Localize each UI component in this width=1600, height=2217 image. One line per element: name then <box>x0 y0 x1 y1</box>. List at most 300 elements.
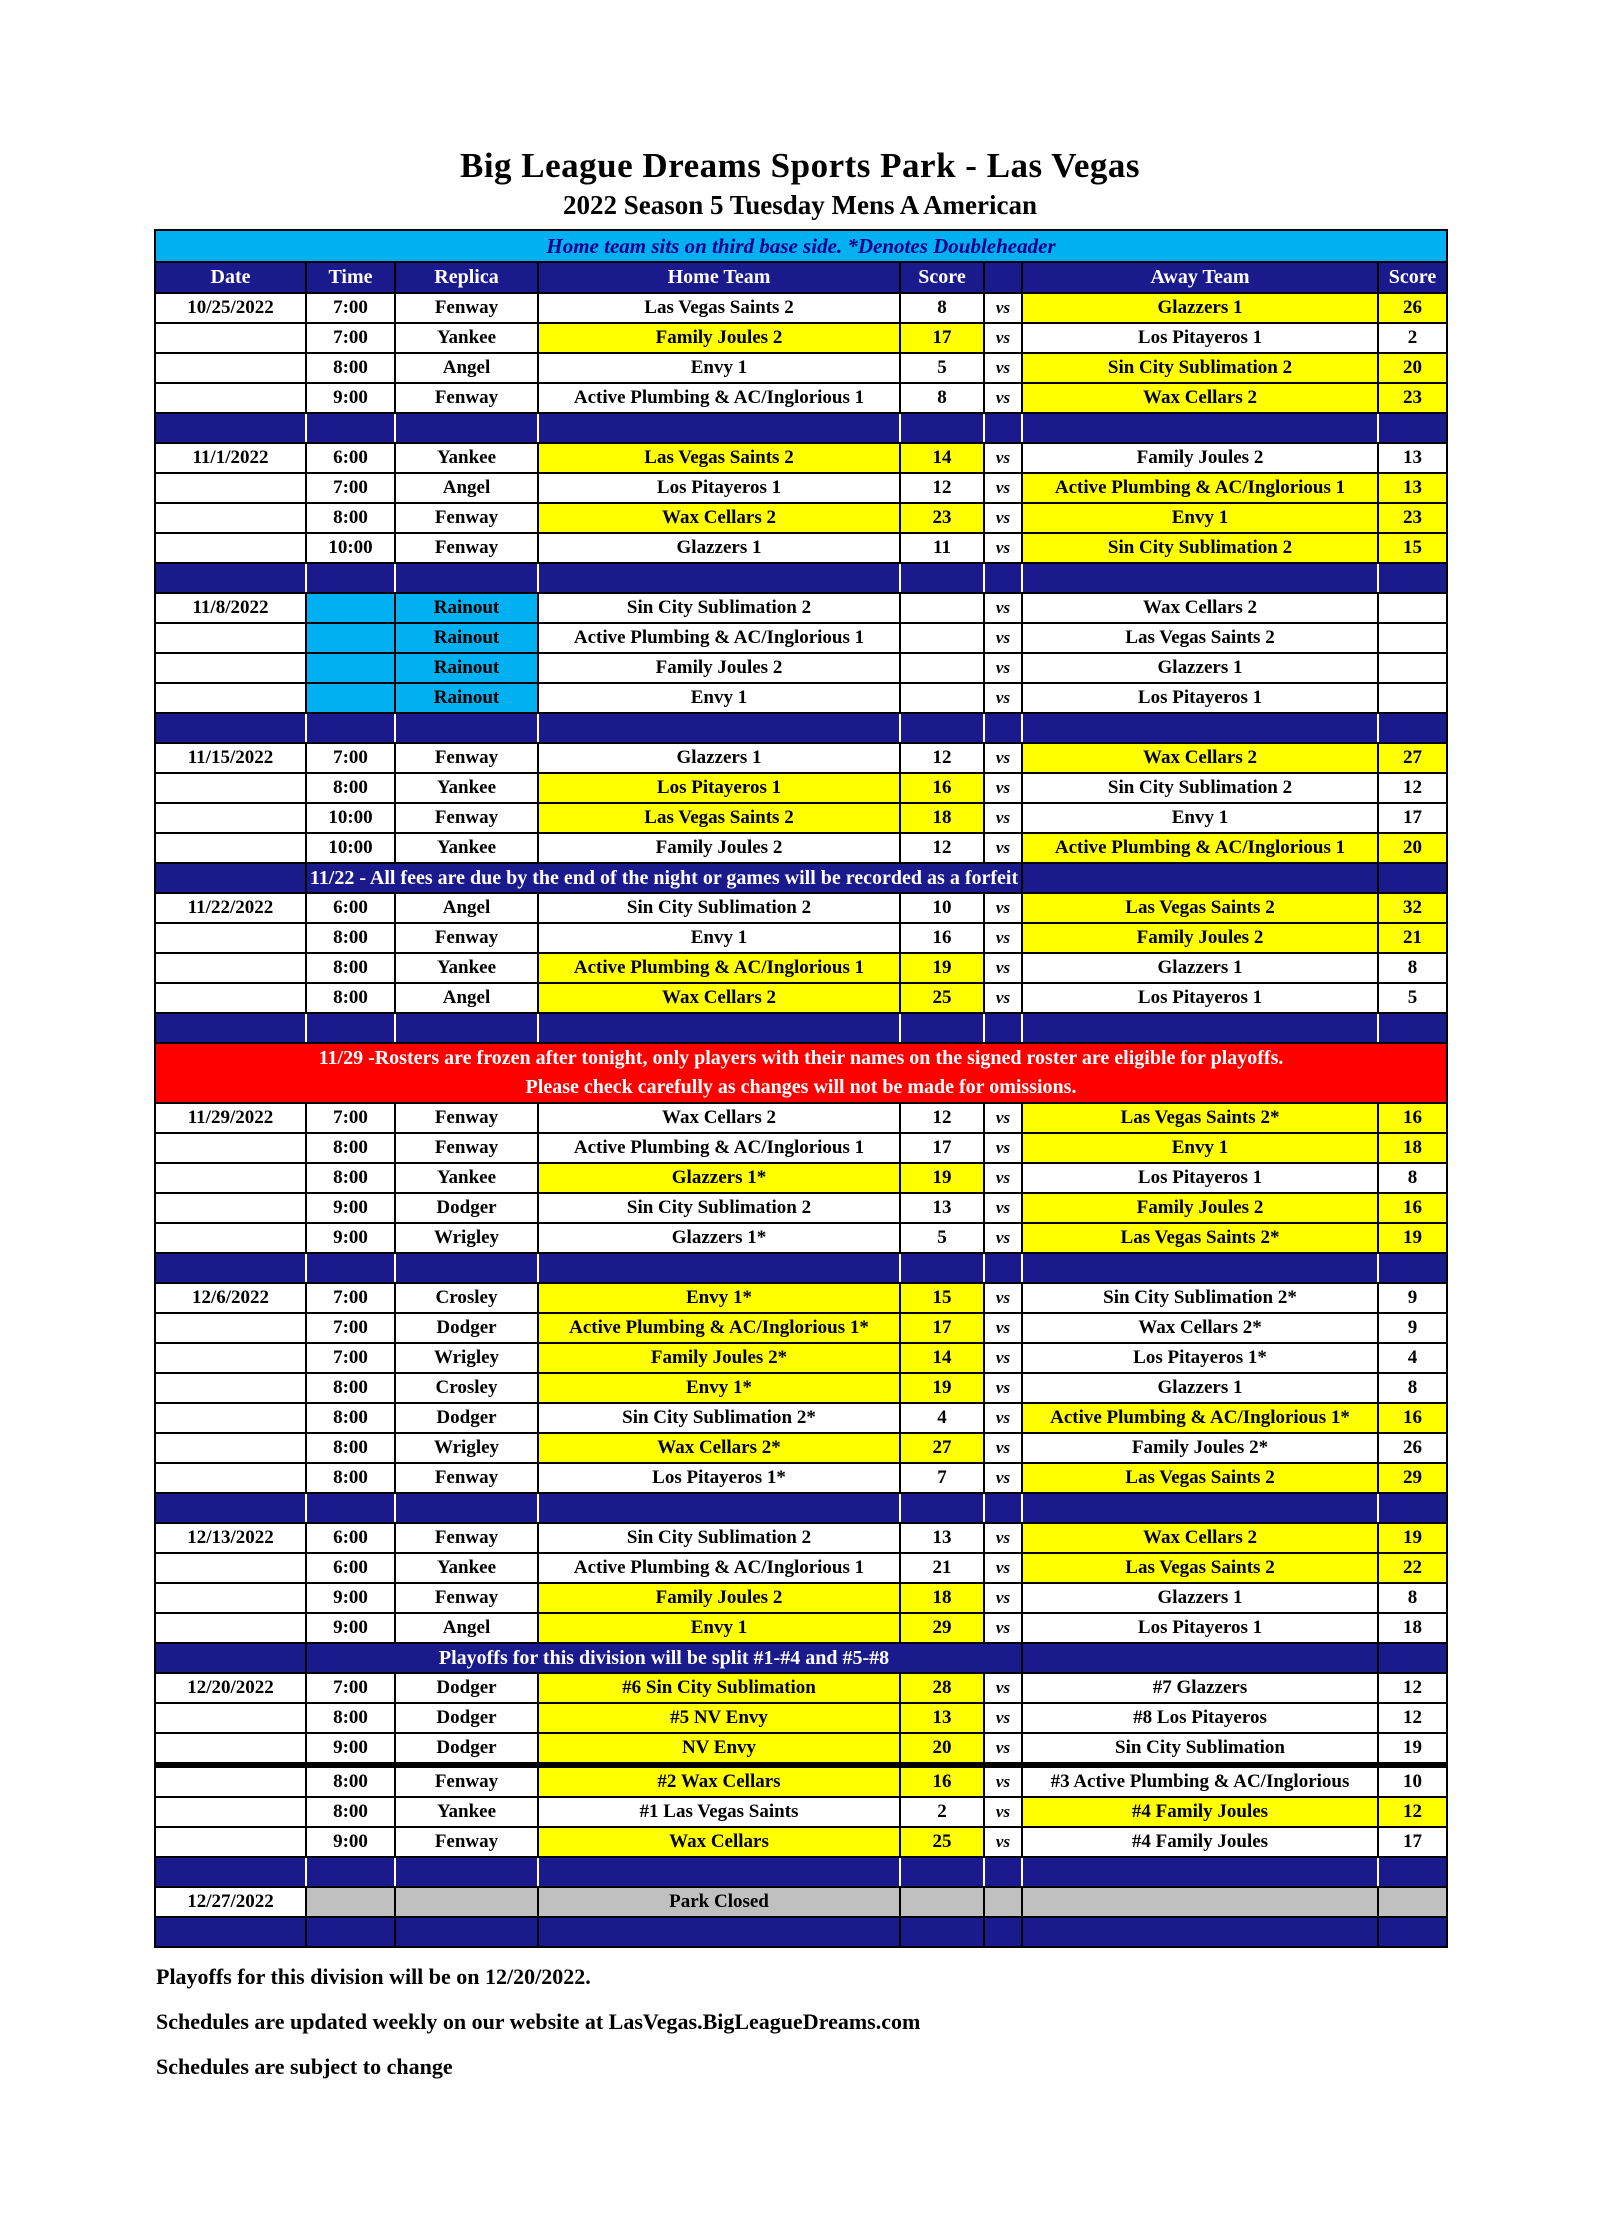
home-team-cell: Sin City Sublimation 2 <box>538 1193 900 1223</box>
home-team-cell: Family Joules 2 <box>538 1583 900 1613</box>
replica-cell: Crosley <box>395 1283 538 1313</box>
away-score-cell: 27 <box>1378 743 1447 773</box>
date-cell <box>155 1373 306 1403</box>
notice-filler-cell <box>1022 1643 1378 1673</box>
away-team-cell: Family Joules 2* <box>1022 1433 1378 1463</box>
replica-cell: Rainout <box>395 653 538 683</box>
date-cell <box>155 773 306 803</box>
replica-cell: Wrigley <box>395 1433 538 1463</box>
footer-line-2: Schedules are updated weekly on our website at LasVegas.BigLeagueDreams.com <box>156 2009 921 2034</box>
home-team-cell: Envy 1 <box>538 353 900 383</box>
header-replica: Replica <box>395 262 538 293</box>
time-cell <box>306 623 395 653</box>
time-cell: 8:00 <box>306 1373 395 1403</box>
home-team-cell: Family Joules 2 <box>538 323 900 353</box>
spacer-cell <box>984 1253 1022 1283</box>
time-cell: 10:00 <box>306 533 395 563</box>
header-vs <box>984 262 1022 293</box>
home-team-cell: Glazzers 1* <box>538 1223 900 1253</box>
spacer-cell <box>1022 1013 1378 1043</box>
game-row <box>155 833 1447 863</box>
game-row <box>155 443 1447 473</box>
replica-cell: Yankee <box>395 1553 538 1583</box>
vs-label: vs <box>984 953 1022 983</box>
home-team-cell: Sin City Sublimation 2* <box>538 1403 900 1433</box>
away-score-cell: 18 <box>1378 1133 1447 1163</box>
away-team-cell: Active Plumbing & AC/Inglorious 1* <box>1022 1403 1378 1433</box>
home-team-cell: Los Pitayeros 1* <box>538 1463 900 1493</box>
time-cell: 7:00 <box>306 473 395 503</box>
vs-label: vs <box>984 1103 1022 1133</box>
game-row <box>155 1583 1447 1613</box>
home-team-cell: Active Plumbing & AC/Inglorious 1 <box>538 383 900 413</box>
end-cell <box>1378 1917 1447 1947</box>
away-team-cell: Active Plumbing & AC/Inglorious 1 <box>1022 473 1378 503</box>
game-row <box>155 1523 1447 1553</box>
spacer-cell <box>306 413 395 443</box>
spacer-cell <box>155 1013 306 1043</box>
date-cell <box>155 1827 306 1857</box>
replica-cell: Fenway <box>395 1133 538 1163</box>
date-cell <box>155 1643 306 1673</box>
vs-label: vs <box>984 1193 1022 1223</box>
game-row <box>155 1553 1447 1583</box>
home-score-cell: 11 <box>900 533 984 563</box>
home-team-cell: #5 NV Envy <box>538 1703 900 1733</box>
notice-filler-cell <box>1022 863 1378 893</box>
date-cell: 11/8/2022 <box>155 593 306 623</box>
home-score-cell <box>900 1887 984 1917</box>
vs-label: vs <box>984 1673 1022 1703</box>
replica-cell: Yankee <box>395 1163 538 1193</box>
home-score-cell: 19 <box>900 953 984 983</box>
away-score-cell <box>1378 683 1447 713</box>
date-cell <box>155 1583 306 1613</box>
date-cell <box>155 1163 306 1193</box>
vs-cell <box>984 1887 1022 1917</box>
footer-notes <box>156 1964 1600 2080</box>
away-score-cell: 8 <box>1378 953 1447 983</box>
away-team-cell: Glazzers 1 <box>1022 293 1378 323</box>
away-score-cell: 12 <box>1378 773 1447 803</box>
replica-cell: Angel <box>395 353 538 383</box>
away-team-cell: Envy 1 <box>1022 1133 1378 1163</box>
vs-label: vs <box>984 353 1022 383</box>
away-score-cell: 9 <box>1378 1313 1447 1343</box>
time-cell: 8:00 <box>306 773 395 803</box>
spacer-cell <box>984 1857 1022 1887</box>
header-home-team: Home Team <box>538 262 900 293</box>
away-score-cell: 16 <box>1378 1403 1447 1433</box>
alert-row <box>155 1043 1447 1103</box>
home-score-cell: 12 <box>900 833 984 863</box>
spacer-cell <box>984 563 1022 593</box>
date-cell <box>155 1463 306 1493</box>
away-score-cell: 23 <box>1378 383 1447 413</box>
date-cell <box>155 833 306 863</box>
spacer-cell <box>306 1857 395 1887</box>
home-team-cell: Wax Cellars 2 <box>538 983 900 1013</box>
home-score-cell: 17 <box>900 1133 984 1163</box>
date-cell <box>155 803 306 833</box>
game-row <box>155 1613 1447 1643</box>
home-team-cell: Envy 1 <box>538 683 900 713</box>
away-score-cell: 23 <box>1378 503 1447 533</box>
spacer-cell <box>1378 1857 1447 1887</box>
away-score-cell: 4 <box>1378 1343 1447 1373</box>
replica-cell: Fenway <box>395 1523 538 1553</box>
date-cell: 12/6/2022 <box>155 1283 306 1313</box>
home-team-cell: Envy 1* <box>538 1373 900 1403</box>
vs-label: vs <box>984 1733 1022 1765</box>
away-team-cell: Sin City Sublimation <box>1022 1733 1378 1765</box>
date-cell <box>155 1733 306 1765</box>
home-team-cell: Glazzers 1* <box>538 1163 900 1193</box>
vs-label: vs <box>984 1403 1022 1433</box>
header-row <box>155 262 1447 293</box>
away-team-cell: Sin City Sublimation 2 <box>1022 773 1378 803</box>
time-cell: 8:00 <box>306 1463 395 1493</box>
alert-line: Please check carefully as changes will not be made for omissions. <box>525 1076 1077 1098</box>
spacer-cell <box>984 413 1022 443</box>
home-team-cell: Glazzers 1 <box>538 743 900 773</box>
date-cell: 10/25/2022 <box>155 293 306 323</box>
away-team-cell: Glazzers 1 <box>1022 1583 1378 1613</box>
date-cell: 11/29/2022 <box>155 1103 306 1133</box>
date-cell: 12/27/2022 <box>155 1887 306 1917</box>
header-away-score: Score <box>1378 262 1447 293</box>
time-cell: 9:00 <box>306 1613 395 1643</box>
time-cell: 6:00 <box>306 893 395 923</box>
spacer-cell <box>306 1493 395 1523</box>
spacer-cell <box>538 1857 900 1887</box>
home-team-cell: Wax Cellars 2 <box>538 1103 900 1133</box>
away-team-cell: #4 Family Joules <box>1022 1797 1378 1827</box>
away-score-cell: 19 <box>1378 1523 1447 1553</box>
spacer-cell <box>306 713 395 743</box>
away-team-cell: #7 Glazzers <box>1022 1673 1378 1703</box>
vs-label: vs <box>984 983 1022 1013</box>
time-cell: 8:00 <box>306 1765 395 1797</box>
header-time: Time <box>306 262 395 293</box>
game-row <box>155 1163 1447 1193</box>
away-score-cell <box>1378 623 1447 653</box>
spacer-cell <box>538 1253 900 1283</box>
game-row <box>155 1103 1447 1133</box>
spacer-cell <box>395 413 538 443</box>
away-score-cell: 8 <box>1378 1583 1447 1613</box>
vs-label: vs <box>984 383 1022 413</box>
away-score-cell: 16 <box>1378 1193 1447 1223</box>
vs-label: vs <box>984 1283 1022 1313</box>
spacer-cell <box>155 413 306 443</box>
vs-label: vs <box>984 1583 1022 1613</box>
game-row <box>155 1403 1447 1433</box>
home-score-cell: 13 <box>900 1703 984 1733</box>
spacer-cell <box>395 1493 538 1523</box>
vs-label: vs <box>984 1703 1022 1733</box>
home-score-cell: 16 <box>900 923 984 953</box>
home-score-cell: 19 <box>900 1163 984 1193</box>
away-team-cell: Las Vegas Saints 2* <box>1022 1223 1378 1253</box>
date-cell <box>155 953 306 983</box>
spacer-cell <box>155 1253 306 1283</box>
spacer-cell <box>1022 1857 1378 1887</box>
notice-text: 11/22 - All fees are due by the end of the night or games will be recorded as a forfeit <box>306 863 1022 893</box>
spacer-cell <box>306 1013 395 1043</box>
replica-cell: Dodger <box>395 1403 538 1433</box>
away-score-cell: 2 <box>1378 323 1447 353</box>
time-cell: 8:00 <box>306 1703 395 1733</box>
replica-cell: Angel <box>395 1613 538 1643</box>
away-score-cell: 8 <box>1378 1373 1447 1403</box>
date-cell <box>155 923 306 953</box>
home-score-cell <box>900 623 984 653</box>
time-cell: 8:00 <box>306 953 395 983</box>
end-cell <box>155 1917 306 1947</box>
away-score-cell: 22 <box>1378 1553 1447 1583</box>
away-team-cell: Active Plumbing & AC/Inglorious 1 <box>1022 833 1378 863</box>
replica-cell: Rainout <box>395 593 538 623</box>
home-team-cell: Envy 1 <box>538 923 900 953</box>
away-team-cell: Family Joules 2 <box>1022 923 1378 953</box>
away-team-cell: Sin City Sublimation 2 <box>1022 533 1378 563</box>
date-cell <box>155 653 306 683</box>
notice-filler-cell <box>1378 1643 1447 1673</box>
replica-cell: Yankee <box>395 773 538 803</box>
game-row <box>155 1373 1447 1403</box>
away-team-cell: Envy 1 <box>1022 803 1378 833</box>
rainout-row <box>155 653 1447 683</box>
time-cell: 6:00 <box>306 1523 395 1553</box>
away-team-cell: Wax Cellars 2 <box>1022 743 1378 773</box>
spacer-cell <box>155 563 306 593</box>
away-score-cell: 29 <box>1378 1463 1447 1493</box>
game-row <box>155 1133 1447 1163</box>
spacer-cell <box>538 1013 900 1043</box>
away-score-cell: 16 <box>1378 1103 1447 1133</box>
spacer-cell <box>1022 413 1378 443</box>
spacer-cell <box>1022 713 1378 743</box>
time-cell: 7:00 <box>306 1283 395 1313</box>
park-closed-label: Park Closed <box>538 1887 900 1917</box>
replica-cell <box>395 1887 538 1917</box>
replica-cell: Fenway <box>395 743 538 773</box>
vs-label: vs <box>984 1613 1022 1643</box>
away-score-cell: 18 <box>1378 1613 1447 1643</box>
away-team-cell: Envy 1 <box>1022 503 1378 533</box>
spacer-cell <box>395 1013 538 1043</box>
date-cell: 12/20/2022 <box>155 1673 306 1703</box>
replica-cell: Fenway <box>395 1765 538 1797</box>
game-row <box>155 953 1447 983</box>
spacer-cell <box>900 1013 984 1043</box>
vs-label: vs <box>984 1133 1022 1163</box>
time-cell: 8:00 <box>306 1797 395 1827</box>
home-score-cell: 28 <box>900 1673 984 1703</box>
time-cell: 9:00 <box>306 383 395 413</box>
time-cell: 7:00 <box>306 1103 395 1133</box>
spacer-cell <box>306 1253 395 1283</box>
date-cell <box>155 1403 306 1433</box>
home-score-cell: 14 <box>900 1343 984 1373</box>
game-row <box>155 923 1447 953</box>
spacer-cell <box>900 1253 984 1283</box>
replica-cell: Fenway <box>395 923 538 953</box>
home-score-cell: 23 <box>900 503 984 533</box>
game-row <box>155 473 1447 503</box>
spacer-row <box>155 1493 1447 1523</box>
replica-cell: Wrigley <box>395 1343 538 1373</box>
home-score-cell: 18 <box>900 1583 984 1613</box>
spacer-cell <box>900 413 984 443</box>
home-score-cell: 15 <box>900 1283 984 1313</box>
date-cell <box>155 383 306 413</box>
page-title: Big League Dreams Sports Park - Las Vegas <box>459 146 1140 185</box>
time-cell: 7:00 <box>306 323 395 353</box>
away-score-cell: 10 <box>1378 1765 1447 1797</box>
replica-cell: Wrigley <box>395 1223 538 1253</box>
game-row <box>155 1797 1447 1827</box>
game-row <box>155 1193 1447 1223</box>
date-cell <box>155 623 306 653</box>
home-score-cell <box>900 593 984 623</box>
away-score-cell: 9 <box>1378 1283 1447 1313</box>
away-team-cell: Los Pitayeros 1 <box>1022 1613 1378 1643</box>
home-score-cell: 16 <box>900 1765 984 1797</box>
rainout-row <box>155 683 1447 713</box>
away-score-cell: 20 <box>1378 353 1447 383</box>
home-score-cell: 25 <box>900 983 984 1013</box>
home-score-cell: 27 <box>900 1433 984 1463</box>
time-cell <box>306 683 395 713</box>
away-score-cell: 12 <box>1378 1703 1447 1733</box>
footer-line-3: Schedules are subject to change <box>156 2054 453 2079</box>
replica-cell: Fenway <box>395 533 538 563</box>
notice-filler-cell <box>1378 863 1447 893</box>
spacer-cell <box>1022 1493 1378 1523</box>
alert-line: 11/29 -Rosters are frozen after tonight, only players with their names on the signed roster are eligible for playoffs. <box>318 1047 1284 1069</box>
away-score-cell: 13 <box>1378 443 1447 473</box>
replica-cell: Yankee <box>395 833 538 863</box>
page-subtitle: 2022 Season 5 Tuesday Mens A American <box>562 190 1038 220</box>
away-team-cell: Wax Cellars 2 <box>1022 383 1378 413</box>
time-cell: 9:00 <box>306 1827 395 1857</box>
date-cell <box>155 323 306 353</box>
schedule-table <box>154 229 1448 1948</box>
date-cell <box>155 983 306 1013</box>
end-cell <box>538 1917 900 1947</box>
game-row <box>155 1283 1447 1313</box>
time-cell <box>306 1887 395 1917</box>
away-team-cell: Los Pitayeros 1 <box>1022 683 1378 713</box>
time-cell: 7:00 <box>306 293 395 323</box>
vs-label: vs <box>984 1343 1022 1373</box>
date-cell <box>155 1313 306 1343</box>
date-cell <box>155 503 306 533</box>
spacer-cell <box>395 1857 538 1887</box>
game-row <box>155 353 1447 383</box>
home-score-cell: 14 <box>900 443 984 473</box>
spacer-cell <box>900 1493 984 1523</box>
home-team-cell: Sin City Sublimation 2 <box>538 1523 900 1553</box>
spacer-cell <box>900 713 984 743</box>
date-cell: 11/1/2022 <box>155 443 306 473</box>
replica-cell: Angel <box>395 983 538 1013</box>
home-team-cell: Family Joules 2 <box>538 833 900 863</box>
vs-label: vs <box>984 623 1022 653</box>
home-team-cell: Las Vegas Saints 2 <box>538 293 900 323</box>
alert-text <box>155 1043 1447 1103</box>
date-cell <box>155 1343 306 1373</box>
away-team-cell: Los Pitayeros 1 <box>1022 323 1378 353</box>
home-team-cell: Sin City Sublimation 2 <box>538 893 900 923</box>
home-team-cell: Envy 1* <box>538 1283 900 1313</box>
away-team-cell: Family Joules 2 <box>1022 1193 1378 1223</box>
away-team-cell: Los Pitayeros 1* <box>1022 1343 1378 1373</box>
time-cell: 10:00 <box>306 833 395 863</box>
home-score-cell: 17 <box>900 1313 984 1343</box>
away-team-cell: Wax Cellars 2 <box>1022 593 1378 623</box>
date-cell <box>155 1433 306 1463</box>
home-team-cell: Sin City Sublimation 2 <box>538 593 900 623</box>
replica-cell: Fenway <box>395 293 538 323</box>
away-team-cell: Wax Cellars 2 <box>1022 1523 1378 1553</box>
away-score-cell: 19 <box>1378 1733 1447 1765</box>
date-cell <box>155 1553 306 1583</box>
away-team-cell: Los Pitayeros 1 <box>1022 983 1378 1013</box>
vs-label: vs <box>984 323 1022 353</box>
home-team-cell: Las Vegas Saints 2 <box>538 443 900 473</box>
vs-label: vs <box>984 893 1022 923</box>
game-row <box>155 383 1447 413</box>
vs-label: vs <box>984 533 1022 563</box>
footer-line-1: Playoffs for this division will be on 12/20/2022. <box>156 1964 591 1989</box>
replica-cell: Fenway <box>395 383 538 413</box>
replica-cell: Fenway <box>395 503 538 533</box>
vs-label: vs <box>984 593 1022 623</box>
away-team-cell: Family Joules 2 <box>1022 443 1378 473</box>
home-score-cell: 18 <box>900 803 984 833</box>
game-row <box>155 1463 1447 1493</box>
home-team-cell: Glazzers 1 <box>538 533 900 563</box>
replica-cell: Dodger <box>395 1193 538 1223</box>
away-team-cell: #3 Active Plumbing & AC/Inglorious <box>1022 1765 1378 1797</box>
spacer-row <box>155 1013 1447 1043</box>
time-cell: 7:00 <box>306 1343 395 1373</box>
replica-cell: Rainout <box>395 623 538 653</box>
spacer-cell <box>538 413 900 443</box>
end-cell <box>306 1917 395 1947</box>
home-team-cell: #1 Las Vegas Saints <box>538 1797 900 1827</box>
away-score-cell: 17 <box>1378 1827 1447 1857</box>
home-score-cell: 5 <box>900 353 984 383</box>
home-score-cell: 16 <box>900 773 984 803</box>
away-score-cell <box>1378 1887 1447 1917</box>
end-cell <box>395 1917 538 1947</box>
away-score-cell: 19 <box>1378 1223 1447 1253</box>
spacer-row <box>155 563 1447 593</box>
date-cell <box>155 1613 306 1643</box>
home-score-cell: 29 <box>900 1613 984 1643</box>
replica-cell: Fenway <box>395 1583 538 1613</box>
spacer-cell <box>1378 713 1447 743</box>
date-cell <box>155 1133 306 1163</box>
home-team-cell: Active Plumbing & AC/Inglorious 1 <box>538 1133 900 1163</box>
spacer-cell <box>1378 1493 1447 1523</box>
away-score-cell: 12 <box>1378 1673 1447 1703</box>
header-away-team: Away Team <box>1022 262 1378 293</box>
